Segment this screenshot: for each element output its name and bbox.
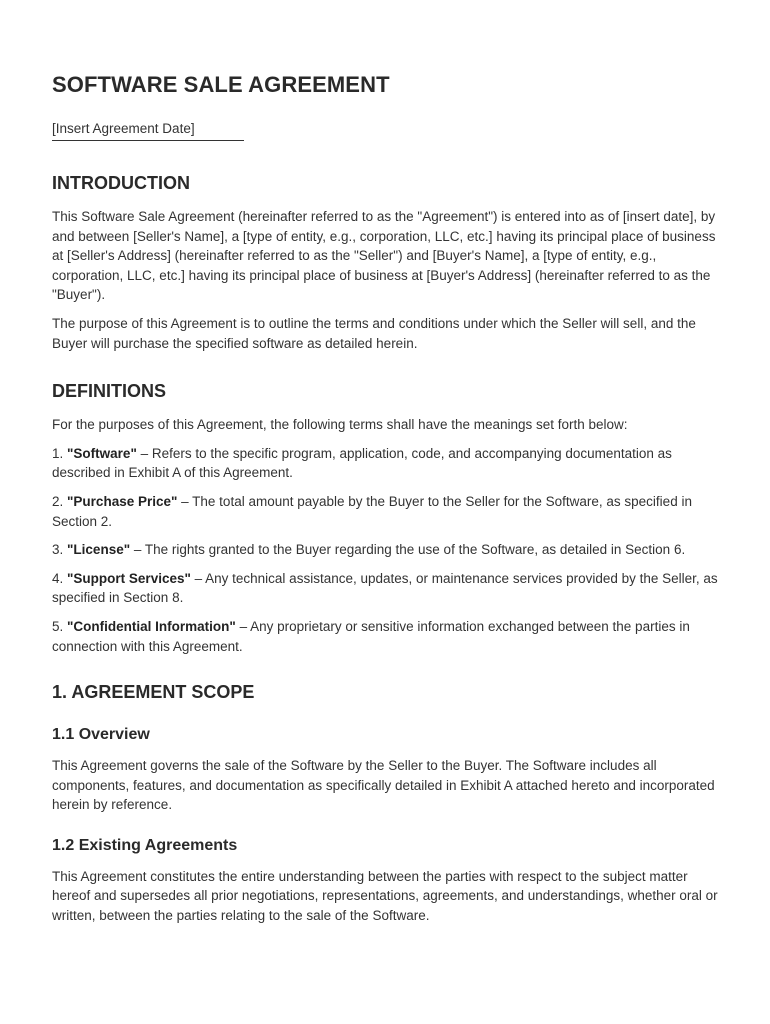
purpose-paragraph: The purpose of this Agreement is to outline the terms and conditions under which the Seller will sell, and the Buyer will purchase the specified software as detailed herein. <box>52 315 696 351</box>
definition-text: – The rights granted to the Buyer regarding the use of the Software, as detailed in Section 6. <box>130 542 686 558</box>
agreement-scope-heading: 1. AGREEMENT SCOPE <box>52 682 255 703</box>
introduction-heading: INTRODUCTION <box>52 173 190 193</box>
existing-agreements-paragraph: This Agreement constitutes the entire understanding between the parties with respect to the subject matter hereof and supersedes all prior negotiations, representations, agreements, and understandings, whether oral or written, between the parties relating to the sale of the Software. <box>52 868 718 924</box>
definition-item-software <box>52 444 720 483</box>
definition-term: "Confidential Information" <box>67 618 236 634</box>
overview-heading: 1.1 Overview <box>52 726 150 744</box>
definition-number: 4. <box>52 570 64 586</box>
definition-item-confidential-information <box>52 617 720 656</box>
definition-item-license <box>52 540 720 560</box>
definition-text: – Any technical assistance, updates, or maintenance services provided by the Seller, as specified in Section 8. <box>52 570 718 606</box>
definition-number: 3. <box>52 542 64 558</box>
existing-agreements-heading: 1.2 Existing Agreements <box>52 836 238 854</box>
overview-paragraph: This Agreement governs the sale of the Software by the Seller to the Buyer. The Software includes all components, features, and documentation as specifically detailed in Exhibit A attached hereto and incorporated herein by reference. <box>52 758 715 813</box>
definition-text: – Refers to the specific program, application, code, and accompanying documentation as described in Exhibit A of this Agreement. <box>52 445 672 481</box>
definition-text: – Any proprietary or sensitive information exchanged between the parties in connection with this Agreement. <box>52 618 690 654</box>
definition-term: "Software" <box>67 445 137 461</box>
definitions-intro: For the purposes of this Agreement, the following terms shall have the meanings set forth below: <box>52 417 628 433</box>
definition-item-purchase-price <box>52 492 720 531</box>
definition-number: 1. <box>52 445 64 461</box>
definition-number: 5. <box>52 618 64 634</box>
definition-item-support-services <box>52 569 720 608</box>
definitions-heading: DEFINITIONS <box>52 381 167 402</box>
definition-term: "Support Services" <box>67 570 191 586</box>
definition-number: 2. <box>52 493 64 509</box>
definition-term: "Purchase Price" <box>67 493 178 509</box>
introduction-paragraph: This Software Sale Agreement (hereinafter referred to as the "Agreement") is entered into as of [insert date], by and between [Seller's Name], a [type of entity, e.g., corporation, LLC, etc.] having its principal place of business at [Seller's Address] (hereinafter referred to as the "Seller") and [Buyer's Name], a [type of entity, e.g., corporation, LLC, etc.] having its principal place of business at [Buyer's Address] (hereinafter referred to as the "Buyer"). <box>52 209 716 303</box>
definition-text: – The total amount payable by the Buyer to the Seller for the Software, as specified in Section 2. <box>52 493 692 529</box>
agreement-date-field[interactable]: [Insert Agreement Date] <box>52 120 244 141</box>
definition-term: "License" <box>67 542 131 558</box>
document-title: SOFTWARE SALE AGREEMENT <box>52 72 390 97</box>
